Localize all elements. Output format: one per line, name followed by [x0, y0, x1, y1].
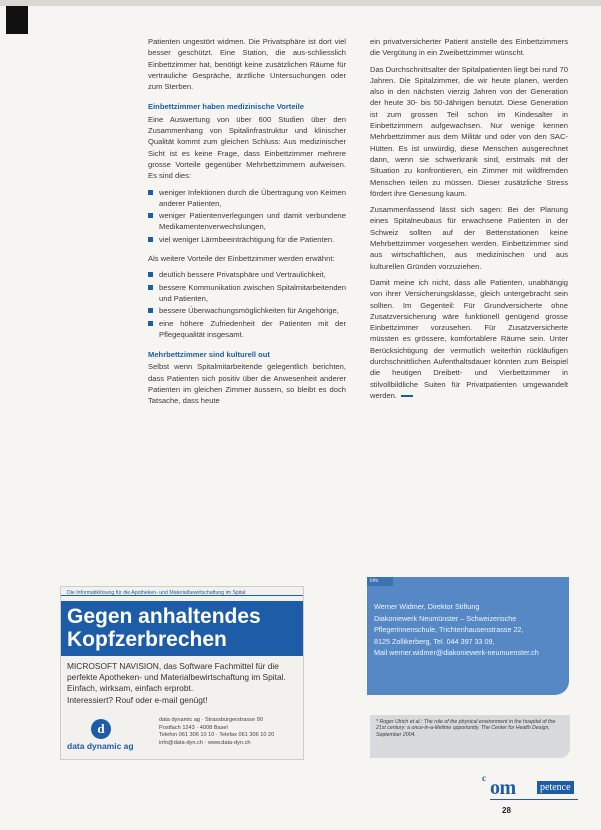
- info-tab: Info: [367, 577, 393, 586]
- list-item: eine höhere Zufriedenheit der Patienten mit der Pflegequalität insgesamt.: [148, 318, 346, 341]
- list-item: viel weniger Lärmbeeinträchtigung für die Patienten.: [148, 234, 346, 245]
- section-heading: Einbettzimmer haben medizinische Vorteile: [148, 102, 304, 112]
- logo-rule: [490, 799, 578, 800]
- contact-line: Postfach 1243 · 4008 Basel: [159, 724, 228, 731]
- author-details: [374, 601, 564, 659]
- info-line: 8125 Zollikerberg, Tel. 044 397 33 09,: [374, 636, 495, 646]
- data-dynamic-logo: [67, 719, 147, 755]
- ad-contact-block: [159, 717, 301, 747]
- footnote-box: [370, 715, 570, 758]
- contact-line: data dynamic ag · Strassburgerstrasse 90: [159, 717, 263, 723]
- page-edge: [0, 0, 601, 6]
- article-end-mark: [401, 395, 413, 397]
- logo-petence: petence: [537, 781, 574, 794]
- list-item: weniger Patientenverlegungen und damit verbundene Medikamentenverwechslungen,: [148, 210, 346, 233]
- author-info-box: [367, 577, 569, 695]
- ad-headline-line: Kopfzerbrechen: [67, 628, 227, 651]
- ad-call-to-action: Interessiert? Rouf oder e-mail genügt!: [67, 695, 208, 706]
- competence-logo: [482, 773, 582, 801]
- list-item: bessere Überwachungsmöglichkeiten für Angehörige,: [148, 305, 346, 316]
- paragraph-text: Damit meine ich nicht, dass alle Patienten, unabhängig von ihrer Versicherungsklasse, gleich untergebracht sein sollten. Im Gegenteil: Für Grundversicherte ohne Zusatzversicherung wäre funktionell genügend grosse Einbettzimmer vorzusehen. Für Zusatzversicherte müssten es grössere, komfortablere Räume sein. Unter Berücksichtigung der vermutlich weiterhin rückläufigen durchschnittlichen Aufenthaltsdauer könnten zum Beispiel die heutigen Dreibett- und Vierbettzimmer in stilvollbildliche Suiten für Privatpatienten umgewandelt werden.: [370, 277, 568, 400]
- advertisement[interactable]: [60, 586, 304, 760]
- section-heading: Mehrbettzimmer sind kulturell out: [148, 350, 270, 360]
- info-line[interactable]: Mail werner.widmer@diakoniewerk-neumuenster.ch: [374, 648, 539, 658]
- contact-line: Telefon 061 306 10 10 · Telefax 061 306 10 20: [159, 732, 275, 739]
- logo-com: om: [490, 777, 516, 799]
- body-paragraph: Eine Auswertung von über 600 Studien über den Zusammenhang von Spitalinfrastruktur und klinischer Qualität kommt zum gleichen Schluss: Aus medizinischer Sicht ist es keine Frage, dass Einbettzimmer mehrere grosse Vorteile gegenüber Mehrbettzimmern aufweisen. Es sind dies:: [148, 114, 346, 181]
- page-number: 28: [502, 806, 511, 815]
- body-paragraph: Selbst wenn Spitalmitarbeitende gelegentlich berichten, dass Patienten sich positiv über die Anwesenheit anderer Patienten im gleichen Zimmer äussern, so bleibt es doch Tatsache, dass heute: [148, 362, 346, 406]
- body-paragraph: ein privatversicherter Patient anstelle des Einbettzimmers die Vergütung in ein Zweibettzimmer wünscht.: [370, 37, 568, 58]
- info-line: Werner Widmer, Direktor Stiftung: [374, 602, 480, 611]
- body-paragraph: Als weitere Vorteile der Einbettzimmer werden erwähnt:: [148, 254, 335, 264]
- ad-headline-line: Gegen anhaltendes: [67, 605, 261, 628]
- logo-d-icon: d: [91, 719, 111, 739]
- contact-line[interactable]: info@data-dyn.ch · www.data-dyn.ch: [159, 739, 251, 746]
- ad-footer: [65, 711, 301, 759]
- ad-tagline: Die Informatiklösung für die Apotheken- und Materialbewirtschaftung im Spital: [61, 587, 303, 596]
- logo-name: data dynamic ag: [67, 741, 134, 751]
- intro-paragraph: Patienten ungestört widmen. Die Privatsphäre ist dort viel besser geschützt. Eine Station, die aus-schliesslich Einbettzimmer hat, benötigt keine zusätzlichen Räume für vertrauliche Gespräche, ärztliche Untersuchungen oder zum Sterben.: [148, 37, 346, 92]
- further-advantages-list: [148, 269, 346, 340]
- body-paragraph: Das Durchschnittsalter der Spitalpatienten liegt bei rund 70 Jahren. Die Spitalzimmer, die wir heute planen, werden also in den nächsten vierzig Jahren von der Generation der heute 30- bis 50-Jährigen benutzt. Diese Generation ist zum grossen Teil schon im Kindesalter in Einbettzimmern aufgewachsen. Nur wenige kennen Mehrbettzimmer aus dem Militär und oder von den SAC-Hütten. Es ist unwürdig, diese Menschen ausgerechnet dann, wenn sie schwerkrank sind, erstmals mit der Situation zu konfrontieren, ein Zimmer mit wildfremden Menschen teilen zu müssen. Dieser zusätzliche Stress fördert ihre Genesung kaum.: [370, 64, 568, 198]
- ad-headline: [61, 601, 303, 656]
- info-line: Pflegerinnenschule, Trichtenhausenstrasse 22,: [374, 625, 524, 635]
- list-item: deutlich bessere Privatsphäre und Vertraulichkeit,: [148, 269, 346, 280]
- corner-marker: [6, 6, 28, 34]
- right-column: [370, 36, 568, 406]
- left-column: [148, 36, 346, 412]
- footnote-text: * Roger Ulrich et al.: The role of the physical environment in the hospital of the 21st century: a once-in-a-lifetime opportunity. The Center for Health Design, September 2004.: [376, 719, 556, 738]
- ad-body: MICROSOFT NAVISION, das Software Fachmittel für die perfekte Apotheken- und Materialbewirtschaftung im Spital. Einfach, wirksam, einfach erprobt.: [67, 661, 286, 693]
- info-line: Diakoniewerk Neumünster – Schweizerische: [374, 613, 517, 623]
- body-paragraph: [370, 277, 568, 401]
- body-paragraph: Zusammenfassend lässt sich sagen: Bei der Planung eines Spitalneubaus für erwachsene Patienten in der Schweiz sollten auf der Bettenstationen keine Mehrbettzimmer vorgesehen werden. Einbettzimmer sind aus wirtschaftlichen, aus medizinischen und aus kulturellen Gründen vorzuziehen.: [370, 205, 568, 271]
- logo-c: c: [482, 773, 486, 783]
- list-item: weniger Infektionen durch die Übertragung von Keimen anderer Patienten,: [148, 187, 346, 210]
- advantages-list: [148, 187, 346, 245]
- list-item: bessere Kommunikation zwischen Spitalmitarbeitenden und Patienten,: [148, 282, 346, 305]
